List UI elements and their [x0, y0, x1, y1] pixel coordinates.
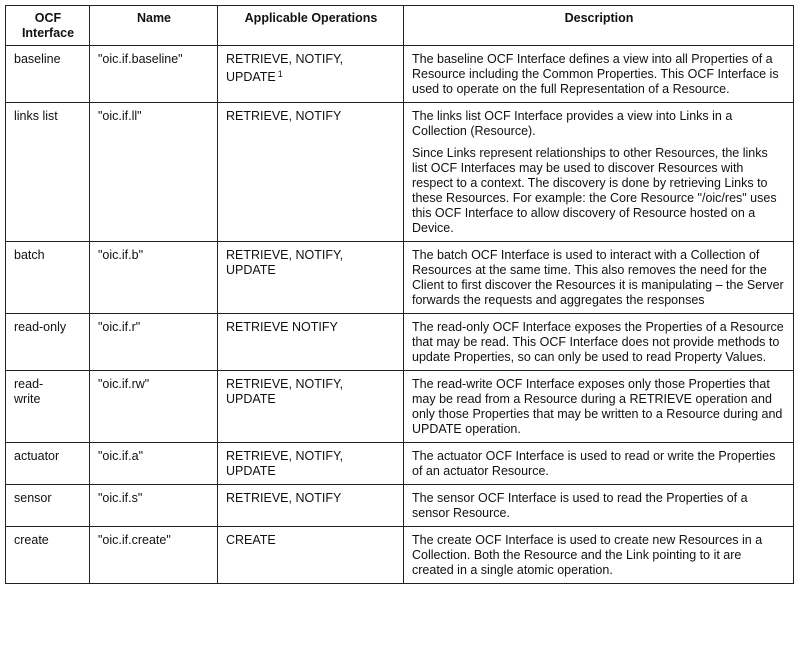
table-row — [6, 103, 794, 242]
operations-cell — [218, 46, 404, 103]
table-row — [6, 46, 794, 103]
interface-cell: read-only — [6, 314, 90, 371]
interface-cell: sensor — [6, 485, 90, 527]
description-cell — [404, 46, 794, 103]
interface-cell: read-write — [6, 371, 90, 443]
description-text: The actuator OCF Interface is used to read or write the Properties of an actuator Resource. — [412, 449, 776, 478]
operations-cell: RETRIEVE, NOTIFY — [218, 103, 404, 242]
operations-text: RETRIEVE, NOTIFY, UPDATE — [226, 52, 344, 84]
interface-cell: batch — [6, 242, 90, 314]
name-cell: "oic.if.baseline" — [90, 46, 218, 103]
description-text: The create OCF Interface is used to create new Resources in a Collection. Both the Resource and the Link pointing to it are created in a single atomic operation. — [412, 533, 763, 577]
footnote-marker: 1 — [277, 69, 283, 79]
description-text: The baseline OCF Interface defines a view into all Properties of a Resource including the Common Properties. This OCF Interface is used to operate on the full Representation of a Resource. — [412, 52, 779, 96]
header-description: Description — [404, 6, 794, 46]
interface-cell: actuator — [6, 443, 90, 485]
table-row — [6, 242, 794, 314]
table-row — [6, 443, 794, 485]
interface-cell: create — [6, 527, 90, 584]
table-row — [6, 527, 794, 584]
name-cell: "oic.if.create" — [90, 527, 218, 584]
operations-cell: RETRIEVE, NOTIFY — [218, 485, 404, 527]
header-operations: Applicable Operations — [218, 6, 404, 46]
description-text: The read-only OCF Interface exposes the Properties of a Resource that may be read. This OCF Interface does not provide methods to update Properties, so can only be used to read Property Values. — [412, 320, 784, 364]
description-text: The sensor OCF Interface is used to read the Properties of a sensor Resource. — [412, 491, 748, 520]
operations-cell: CREATE — [218, 527, 404, 584]
operations-cell: RETRIEVE NOTIFY — [218, 314, 404, 371]
name-cell: "oic.if.ll" — [90, 103, 218, 242]
ocf-interfaces-table — [5, 5, 794, 584]
name-cell: "oic.if.s" — [90, 485, 218, 527]
operations-cell: RETRIEVE, NOTIFY, UPDATE — [218, 443, 404, 485]
name-cell: "oic.if.rw" — [90, 371, 218, 443]
description-cell — [404, 485, 794, 527]
description-text: The batch OCF Interface is used to interact with a Collection of Resources at the same time. This also removes the need for the Client to first discover the Resources it is manipulating – the Server forwards the requests and aggregates the responses — [412, 248, 784, 307]
header-interface: OCF Interface — [6, 6, 90, 46]
description-cell — [404, 242, 794, 314]
table-row — [6, 314, 794, 371]
name-cell: "oic.if.r" — [90, 314, 218, 371]
description-cell — [404, 527, 794, 584]
name-cell: "oic.if.a" — [90, 443, 218, 485]
table-row — [6, 371, 794, 443]
header-name: Name — [90, 6, 218, 46]
description-text: The links list OCF Interface provides a view into Links in a Collection (Resource). — [412, 109, 733, 138]
interface-cell: links list — [6, 103, 90, 242]
description-text: Since Links represent relationships to other Resources, the links list OCF Interfaces may be used to discover Resources with respect to a context. The discovery is done by retrieving Links to these Resources. For example: the Core Resource "/oic/res" uses this OCF Interface to allow discovery of Resource hosted on a Device. — [412, 146, 777, 235]
name-cell: "oic.if.b" — [90, 242, 218, 314]
table-row — [6, 485, 794, 527]
interface-cell: baseline — [6, 46, 90, 103]
description-cell — [404, 371, 794, 443]
header-row — [6, 6, 794, 46]
description-cell — [404, 314, 794, 371]
operations-cell: RETRIEVE, NOTIFY, UPDATE — [218, 371, 404, 443]
description-text: The read-write OCF Interface exposes only those Properties that may be read from a Resource during a RETRIEVE operation and only those Properties that may be written to a Resource during and UPDATE operation. — [412, 377, 783, 436]
description-cell — [404, 443, 794, 485]
operations-cell: RETRIEVE, NOTIFY, UPDATE — [218, 242, 404, 314]
description-cell — [404, 103, 794, 242]
